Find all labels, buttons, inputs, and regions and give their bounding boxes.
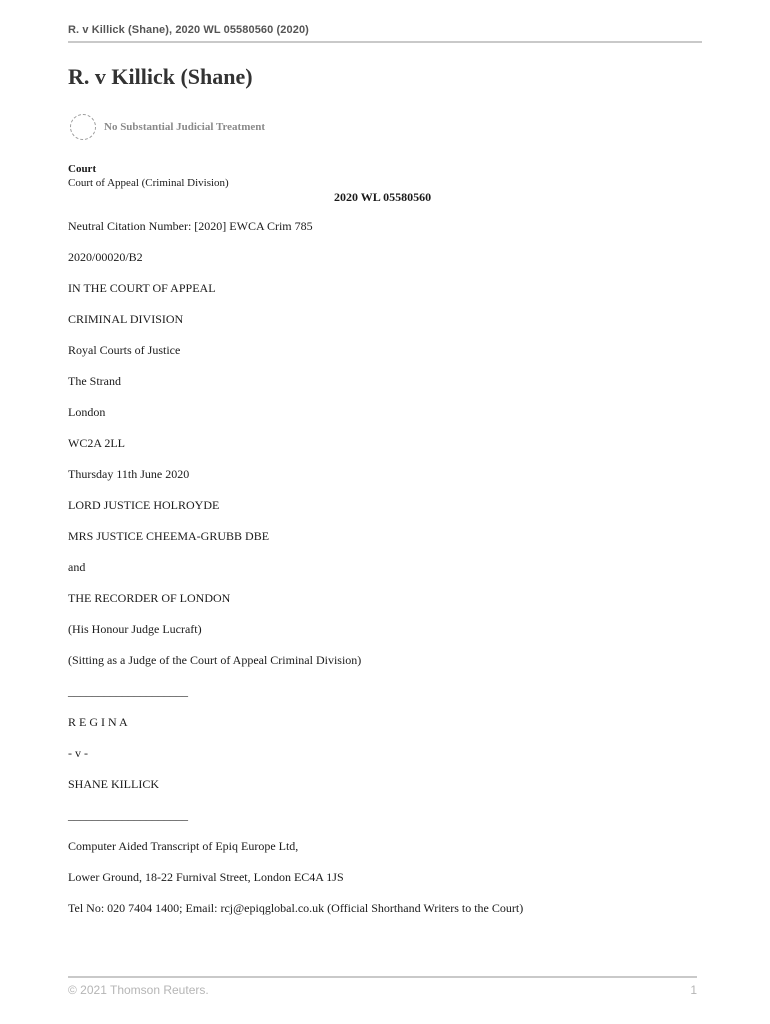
separator-line: ____________________ [68, 684, 188, 698]
treatment-status [70, 112, 265, 142]
neutral-citation-line: Neutral Citation Number: [2020] EWCA Crim 785 [68, 219, 313, 233]
copyright-text: © 2021 Thomson Reuters. [68, 983, 209, 997]
citation-number: 2020 WL 05580560 [334, 190, 432, 204]
separator-line: ____________________ [68, 808, 188, 822]
dashed-circle-icon [70, 114, 96, 140]
versus-line: - v - [68, 746, 88, 760]
contact-line: Tel No: 020 7404 1400; Email: rcj@epiqglobal.co.uk (Official Shorthand Writers to the Court) [68, 901, 524, 915]
address-line: The Strand [68, 374, 121, 388]
treatment-label: No Substantial Judicial Treatment [104, 121, 266, 133]
party-line: R E G I N A [68, 715, 128, 729]
division-line: CRIMINAL DIVISION [68, 312, 184, 326]
judge-line: LORD JUSTICE HOLROYDE [68, 498, 220, 512]
judge-line: MRS JUSTICE CHEEMA-GRUBB DBE [68, 529, 270, 543]
document-title: R. v Killick (Shane) [68, 64, 253, 89]
court-label: Court [68, 163, 97, 175]
judge-note-line: (His Honour Judge Lucraft) [68, 622, 202, 636]
address-line: Royal Courts of Justice [68, 343, 181, 357]
transcript-address-line: Lower Ground, 18-22 Furnival Street, London EC4A 1JS [68, 870, 344, 884]
running-footer [68, 976, 697, 997]
address-line: London [68, 405, 106, 419]
judge-line: THE RECORDER OF LONDON [68, 591, 231, 605]
date-line: Thursday 11th June 2020 [68, 467, 190, 481]
court-name: Court of Appeal (Criminal Division) [68, 177, 229, 189]
case-number-line: 2020/00020/B2 [68, 250, 143, 264]
running-header: R. v Killick (Shane), 2020 WL 05580560 (2020) [68, 24, 702, 43]
page-number: 1 [690, 983, 697, 997]
postcode-line: WC2A 2LL [68, 436, 125, 450]
judge-note-line: (Sitting as a Judge of the Court of Appeal Criminal Division) [68, 653, 362, 667]
document-body [68, 218, 708, 931]
court-heading-line: IN THE COURT OF APPEAL [68, 281, 216, 295]
party-line: SHANE KILLICK [68, 777, 159, 791]
transcript-line: Computer Aided Transcript of Epiq Europe Ltd, [68, 839, 299, 853]
conjunction-line: and [68, 560, 86, 574]
